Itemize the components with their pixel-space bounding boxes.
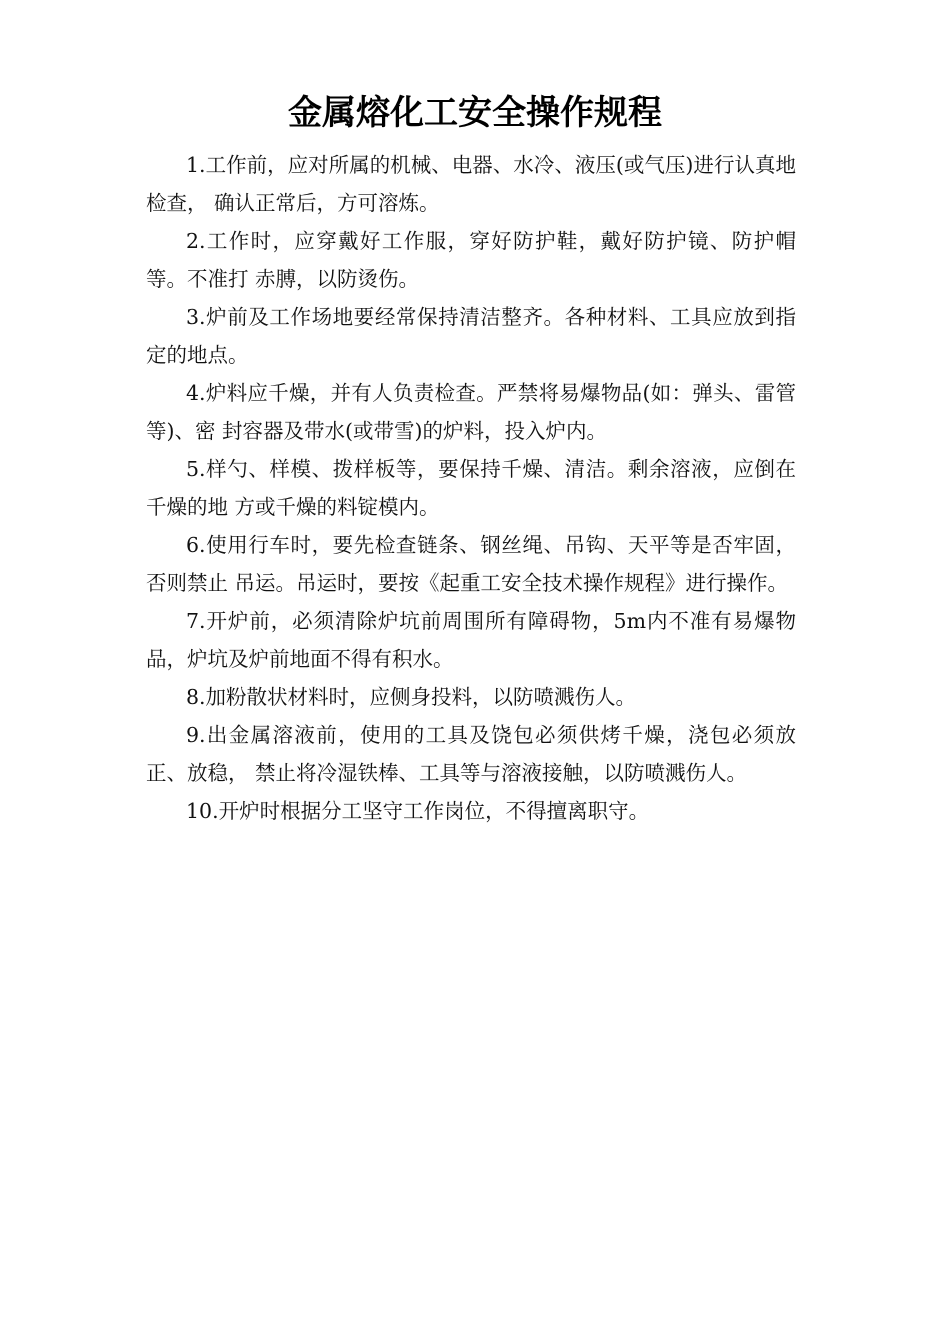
document-body xyxy=(146,146,796,830)
rule-paragraph-9: 9.出金属溶液前，使用的工具及饶包必须供烤千燥，浇包必须放正、放稳， 禁止将冷湿铁棒、工具等与溶液接触，以防喷溅伤人。 xyxy=(146,723,796,785)
rule-paragraph-10: 10.开炉时根据分工坚守工作岗位，不得擅离职守。 xyxy=(186,799,650,823)
rule-paragraph-1: 1.工作前，应对所属的机械、电器、水冷、液压(或气压)进行认真地检查， 确认正常后，方可溶炼。 xyxy=(146,153,796,215)
rule-paragraph-7: 7.开炉前，必须清除炉坑前周围所有障碍物，5m内不准有易爆物品，炉坑及炉前地面不得有积水。 xyxy=(146,609,796,671)
rule-paragraph-5: 5.样勺、样模、拨样板等，要保持千燥、清洁。剩余溶液，应倒在千燥的地 方或千燥的料锭模内。 xyxy=(146,457,796,519)
rule-paragraph-2: 2.工作时，应穿戴好工作服，穿好防护鞋，戴好防护镜、防护帽等。不准打 赤膊，以防烫伤。 xyxy=(146,229,796,291)
document-title: 金属熔化工安全操作规程 xyxy=(288,93,662,133)
rule-paragraph-3: 3.炉前及工作场地要经常保持清洁整齐。各种材料、工具应放到指定的地点。 xyxy=(146,305,796,367)
rule-paragraph-6: 6.使用行车时，要先检查链条、钢丝绳、吊钩、天平等是否牢固，否则禁止 吊运。吊运时，要按《起重工安全技术操作规程》进行操作。 xyxy=(146,533,796,595)
rule-paragraph-4: 4.炉料应千燥，并有人负责检查。严禁将易爆物品(如：弹头、雷管等)、密 封容器及带水(或带雪)的炉料，投入炉内。 xyxy=(146,381,796,443)
rule-paragraph-8: 8.加粉散状材料时，应侧身投料，以防喷溅伤人。 xyxy=(186,685,637,709)
